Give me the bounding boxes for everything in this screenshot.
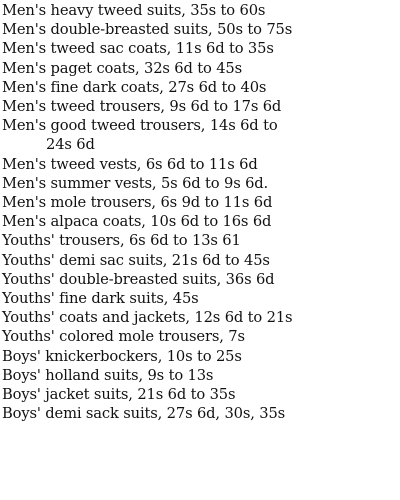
list-item-boys-jacket-suits: Boys' jacket suits, 21s 6d to 35s (2, 386, 236, 404)
list-item-mens-tweed-trousers: Men's tweed trousers, 9s 6d to 17s 6d (2, 98, 282, 116)
list-item-mens-paget-coats: Men's paget coats, 32s 6d to 45s (2, 59, 243, 77)
list-item-mens-mole-trousers: Men's mole trousers, 6s 9d to 11s 6d (2, 194, 273, 212)
list-item-boys-holland-suits: Boys' holland suits, 9s to 13s (2, 366, 214, 384)
list-item-mens-double-breasted-suits: Men's double-breasted suits, 50s to 75s (2, 21, 293, 39)
clothing-price-list (2, 1, 398, 423)
list-item-mens-fine-dark-coats: Men's fine dark coats, 27s 6d to 40s (2, 78, 267, 96)
list-item-mens-tweed-vests: Men's tweed vests, 6s 6d to 11s 6d (2, 155, 258, 173)
list-item-youths-demi-sac-suits: Youths' demi sac suits, 21s 6d to 45s (2, 251, 270, 269)
list-item-youths-double-breasted-suits: Youths' double-breasted suits, 36s 6d (2, 270, 275, 288)
list-item-mens-good-tweed-trousers (2, 116, 398, 154)
list-item-mens-alpaca-coats: Men's alpaca coats, 10s 6d to 16s 6d (2, 213, 272, 231)
list-item-youths-trousers: Youths' trousers, 6s 6d to 13s 61 (2, 232, 241, 250)
entry-text: Men's good tweed trousers, 14s 6d to (2, 117, 278, 135)
entry-continuation: 24s 6d (46, 136, 95, 154)
list-item-boys-knickerbockers: Boys' knickerbockers, 10s to 25s (2, 347, 242, 365)
list-item-youths-colored-mole-trousers: Youths' colored mole trousers, 7s (2, 328, 245, 346)
list-item-youths-coats-and-jackets: Youths' coats and jackets, 12s 6d to 21s (2, 309, 293, 327)
list-item-boys-demi-sack-suits: Boys' demi sack suits, 27s 6d, 30s, 35s (2, 405, 286, 423)
list-item-mens-heavy-tweed-suits: Men's heavy tweed suits, 35s to 60s (2, 2, 266, 19)
list-item-mens-tweed-sac-coats: Men's tweed sac coats, 11s 6d to 35s (2, 40, 274, 58)
list-item-mens-summer-vests: Men's summer vests, 5s 6d to 9s 6d. (2, 174, 269, 192)
list-item-youths-fine-dark-suits: Youths' fine dark suits, 45s (2, 290, 199, 308)
